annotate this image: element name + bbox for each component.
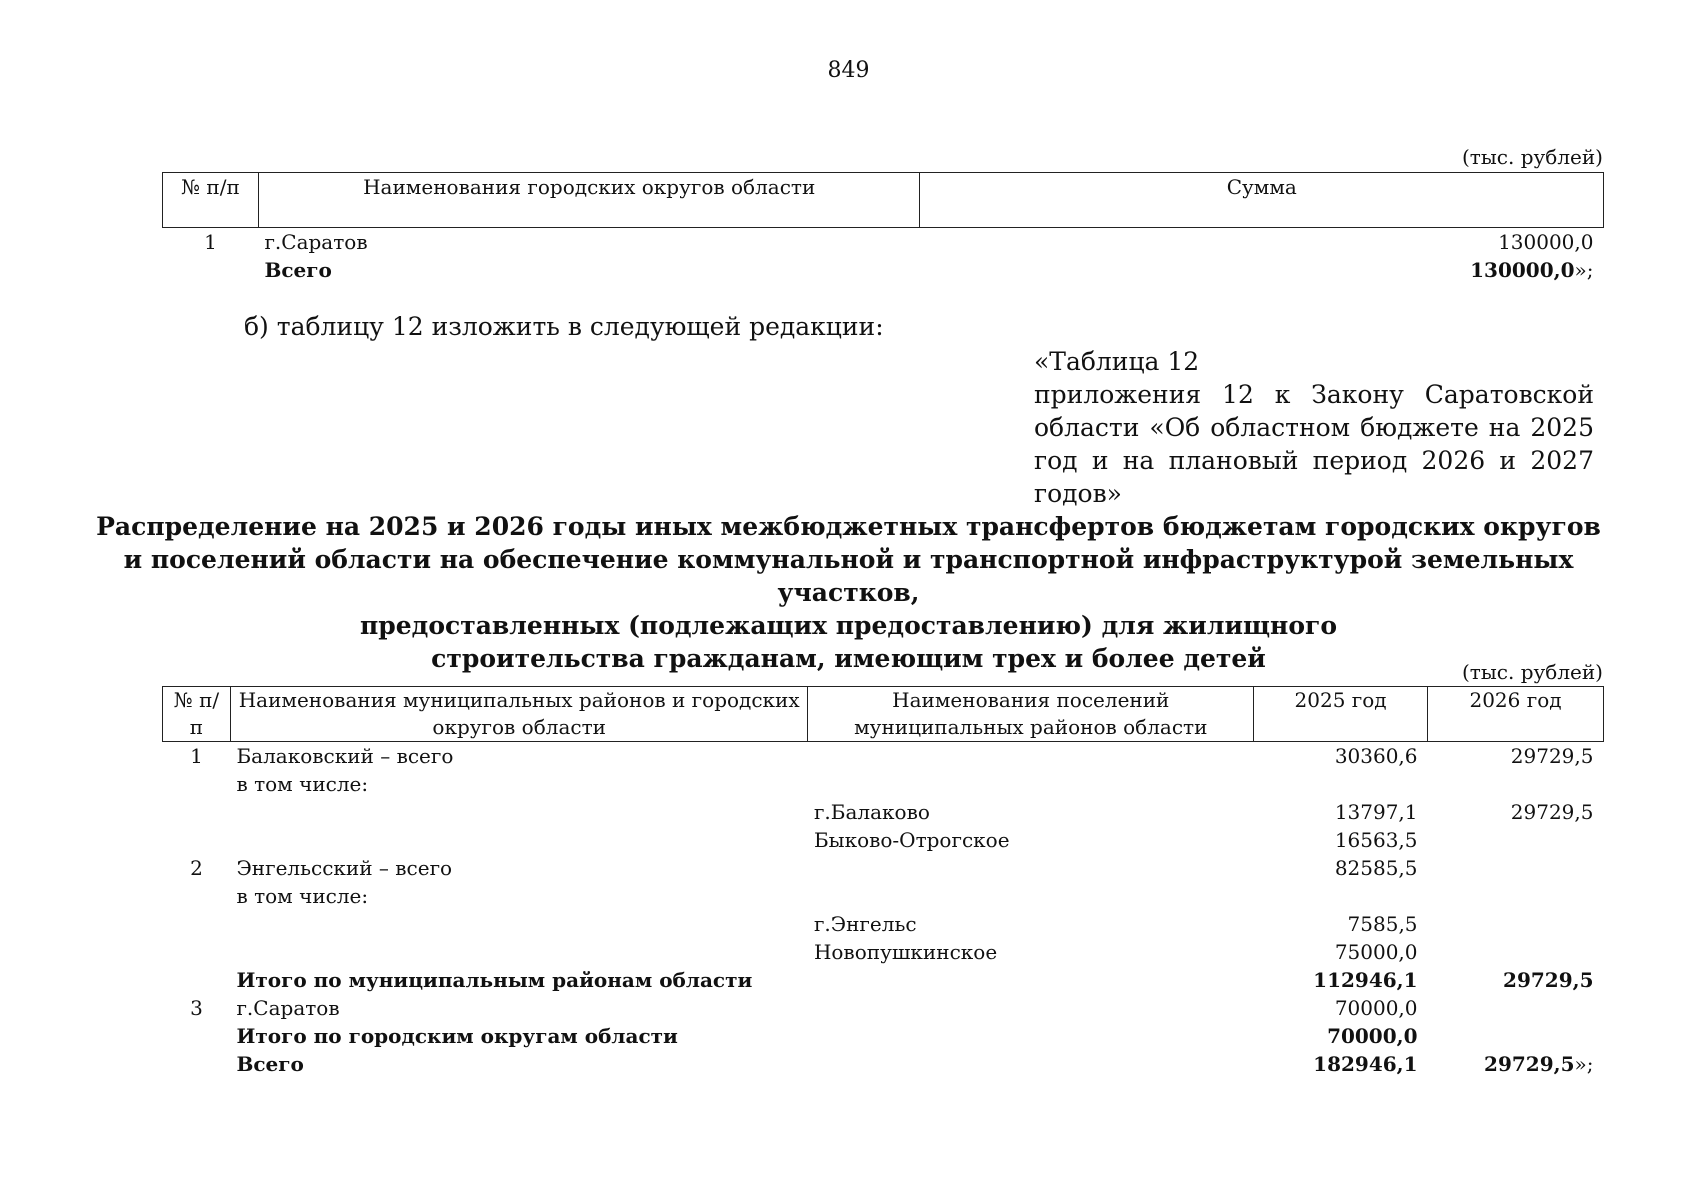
table2-units: (тыс. рублей) xyxy=(1462,660,1603,684)
table-row xyxy=(163,882,1604,910)
table2-header-2025: 2025 год xyxy=(1254,687,1428,742)
table1-units: (тыс. рублей) xyxy=(1462,145,1603,169)
table-row xyxy=(163,228,1604,257)
row-2026 xyxy=(1428,994,1604,1022)
row-settlement xyxy=(808,742,1254,771)
table-caption-text: приложения 12 к Закону Саратовской области «Об областном бюджете на 2025 год и на плановый период 2026 и 2027 годов» xyxy=(1034,380,1594,508)
row-settlement xyxy=(808,882,1254,910)
table-row xyxy=(163,910,1604,938)
row-2025 xyxy=(1254,882,1428,910)
row-2026: 29729,5 xyxy=(1510,744,1594,768)
row-2026: 29729,5 xyxy=(1503,968,1594,992)
row-num: 1 xyxy=(190,744,203,768)
row-settlement: г.Балаково xyxy=(813,800,930,824)
row-2026 xyxy=(1428,826,1604,854)
row-num xyxy=(163,770,231,798)
total-label: Всего xyxy=(264,258,332,282)
row-2026 xyxy=(1428,770,1604,798)
row-num: 1 xyxy=(204,230,217,254)
table-transfers xyxy=(162,686,1604,1078)
row-district xyxy=(230,938,808,966)
page-number: 849 xyxy=(827,58,870,83)
table-caption-line1: «Таблица 12 xyxy=(1034,347,1200,376)
row-settlement xyxy=(808,854,1254,882)
row-district: в том числе: xyxy=(236,884,369,908)
row-num: 3 xyxy=(190,996,203,1020)
row-num xyxy=(163,1022,231,1050)
row-name: г.Саратов xyxy=(264,230,368,254)
row-2025 xyxy=(1254,770,1428,798)
total-2025: 182946,1 xyxy=(1313,1052,1418,1076)
table-row xyxy=(163,826,1604,854)
row-num xyxy=(163,882,231,910)
subtotal-row xyxy=(163,1022,1604,1050)
table2-header-row xyxy=(163,687,1604,742)
row-2026 xyxy=(1428,1022,1604,1050)
row-2026 xyxy=(1428,938,1604,966)
row-num xyxy=(163,826,231,854)
table2-header-num: № п/п xyxy=(163,687,231,742)
row-2025: 70000,0 xyxy=(1334,996,1418,1020)
row-2025: 30360,6 xyxy=(1334,744,1418,768)
title-line: строительства гражданам, имеющим трех и более детей xyxy=(431,644,1266,673)
table1-header-row xyxy=(163,173,1604,228)
table1-total-row xyxy=(163,256,1604,284)
table-row xyxy=(163,994,1604,1022)
row-district xyxy=(230,826,808,854)
row-2026 xyxy=(1428,882,1604,910)
row-settlement: г.Энгельс xyxy=(813,912,917,936)
row-2025: 70000,0 xyxy=(1327,1024,1418,1048)
row-num xyxy=(163,938,231,966)
title-line: предоставленных (подлежащих предоставлению) для жилищного xyxy=(359,611,1338,640)
table-row xyxy=(163,798,1604,826)
total-2026: 29729,5 xyxy=(1484,1052,1575,1076)
subtotal-row xyxy=(163,966,1604,994)
table-city-districts xyxy=(162,172,1604,284)
row-district: Итого по городским округам области xyxy=(236,1024,678,1048)
table2-header-2026: 2026 год xyxy=(1428,687,1604,742)
row-settlement xyxy=(808,770,1254,798)
row-2025: 112946,1 xyxy=(1313,968,1418,992)
row-2025: 16563,5 xyxy=(1334,828,1418,852)
row-num: 2 xyxy=(190,856,203,880)
title-line: и поселений области на обеспечение коммунальной и транспортной инфраструктурой земельных участков, xyxy=(123,545,1574,607)
table-row xyxy=(163,854,1604,882)
table2-total-row xyxy=(163,1050,1604,1078)
row-district xyxy=(230,910,808,938)
table1-header-name: Наименования городских округов области xyxy=(258,173,920,228)
row-2025: 13797,1 xyxy=(1334,800,1418,824)
row-num xyxy=(163,798,231,826)
row-settlement xyxy=(808,966,1254,994)
row-district xyxy=(230,798,808,826)
table-row xyxy=(163,742,1604,771)
table1-header-sum: Сумма xyxy=(920,173,1604,228)
table-caption xyxy=(1034,345,1594,510)
document-title xyxy=(80,510,1617,675)
table-row xyxy=(163,938,1604,966)
row-district: г.Саратов xyxy=(236,996,340,1020)
table2-header-district: Наименования муниципальных районов и городских округов области xyxy=(230,687,808,742)
closing-quote: »; xyxy=(1574,1052,1594,1076)
row-district: Балаковский – всего xyxy=(236,744,454,768)
row-num xyxy=(163,966,231,994)
table-row xyxy=(163,770,1604,798)
row-num xyxy=(163,910,231,938)
row-2026 xyxy=(1428,854,1604,882)
table1-header-num: № п/п xyxy=(163,173,259,228)
row-2025: 82585,5 xyxy=(1334,856,1418,880)
row-2025: 7585,5 xyxy=(1347,912,1418,936)
row-sum: 130000,0 xyxy=(1498,230,1594,254)
title-line: Распределение на 2025 и 2026 годы иных межбюджетных трансфертов бюджетам городских округов xyxy=(96,512,1601,541)
row-settlement xyxy=(808,994,1254,1022)
row-2026: 29729,5 xyxy=(1510,800,1594,824)
row-settlement: Быково-Отрогское xyxy=(813,828,1010,852)
closing-quote: »; xyxy=(1574,258,1594,282)
row-district: Итого по муниципальным районам области xyxy=(236,968,753,992)
total-label: Всего xyxy=(236,1052,304,1076)
row-district: Энгельсский – всего xyxy=(236,856,453,880)
table2-header-settlement: Наименования поселений муниципальных районов области xyxy=(808,687,1254,742)
row-settlement xyxy=(808,1022,1254,1050)
row-2025: 75000,0 xyxy=(1334,940,1418,964)
row-district: в том числе: xyxy=(236,772,369,796)
total-value: 130000,0 xyxy=(1470,258,1575,282)
row-settlement: Новопушкинское xyxy=(813,940,998,964)
row-2026 xyxy=(1428,910,1604,938)
instruction-text: б) таблицу 12 изложить в следующей редакции: xyxy=(244,312,884,341)
